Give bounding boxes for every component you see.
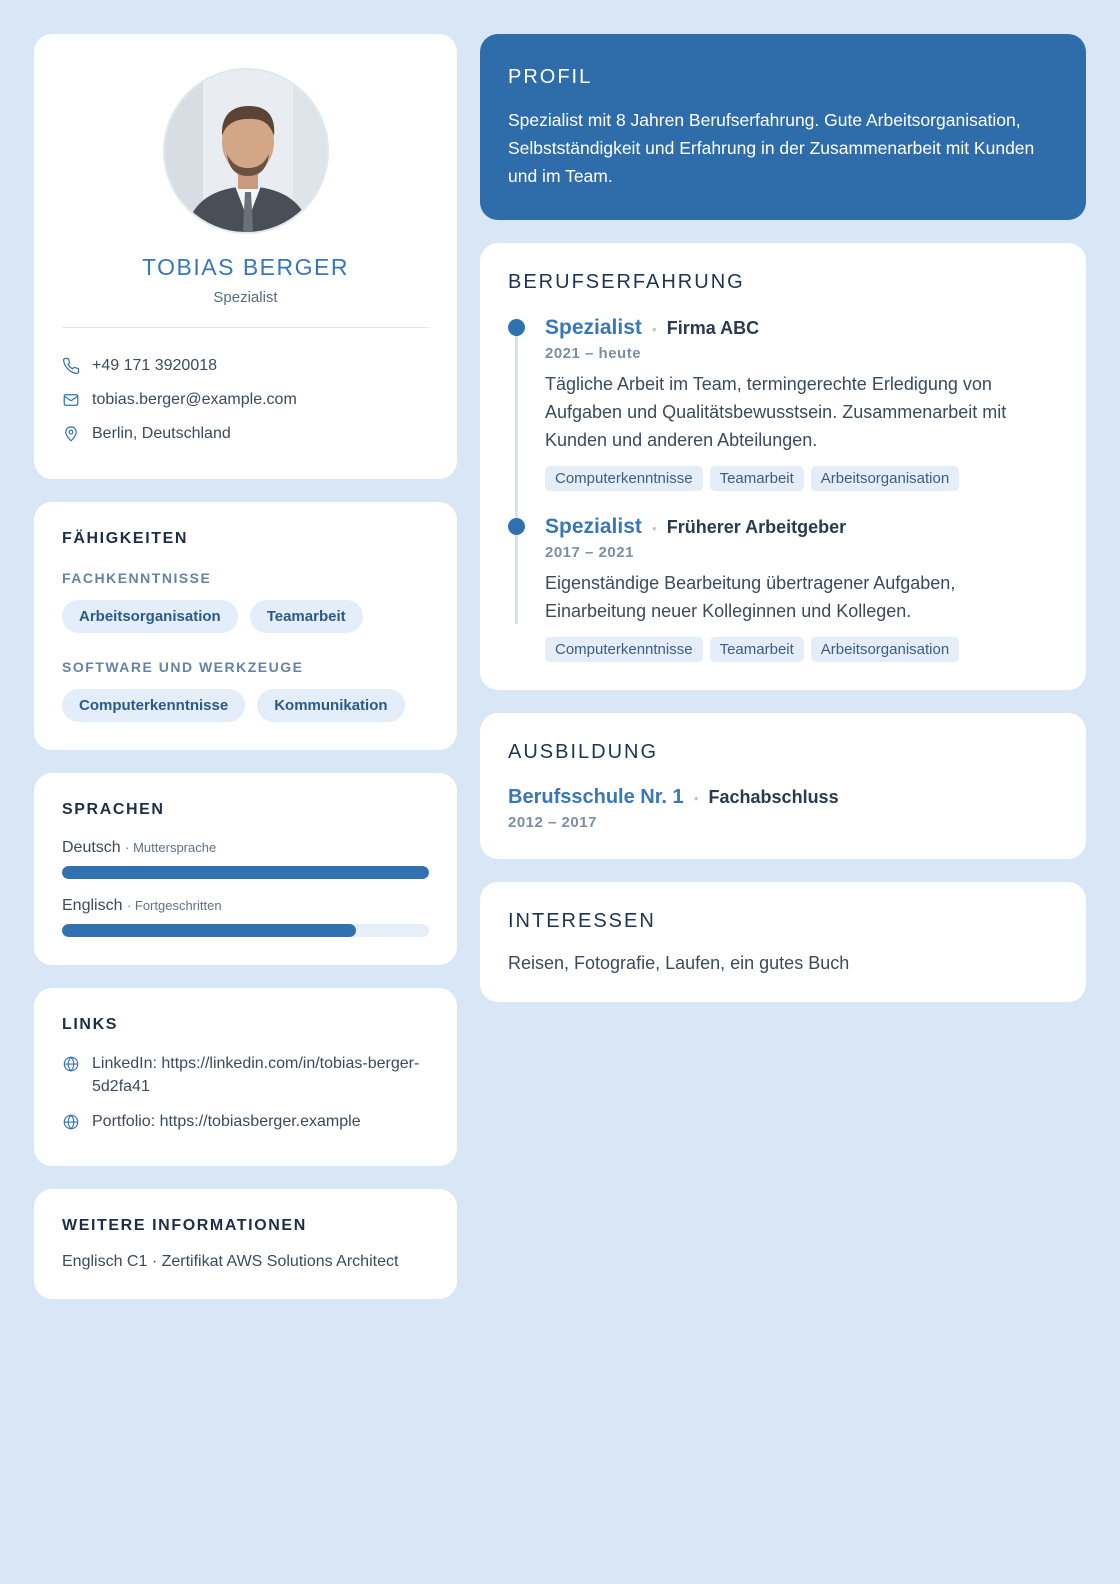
- separator-dot: •: [651, 520, 657, 536]
- language-item: [62, 839, 429, 879]
- separator-dot: •: [693, 790, 699, 806]
- job-tag: Teamarbeit: [710, 466, 804, 491]
- timeline-dot: [508, 319, 525, 336]
- language-bar: [62, 866, 429, 879]
- skills-group-title: SOFTWARE UND WERKZEUGE: [62, 659, 304, 675]
- language-bar-fill: [62, 924, 356, 937]
- education-school: Berufsschule Nr. 1: [508, 786, 684, 808]
- job-header: [545, 515, 1058, 539]
- divider: [62, 327, 429, 328]
- skills-group-pills: [62, 689, 429, 722]
- job-entry: [545, 515, 1058, 662]
- job-header: [545, 316, 1058, 340]
- skill-pill: Arbeitsorganisation: [62, 600, 238, 633]
- link-linkedin[interactable]: [62, 1052, 429, 1098]
- map-pin-icon: [62, 425, 92, 443]
- experience-card: [480, 243, 1086, 690]
- email-text: tobias.berger@example.com: [92, 391, 297, 408]
- profile-card: [480, 34, 1086, 220]
- profile-title: PROFIL: [508, 66, 593, 88]
- left-column: [34, 34, 457, 1322]
- contact-list: [62, 349, 429, 451]
- job-tags: [545, 637, 1058, 662]
- language-name: Englisch: [62, 897, 123, 914]
- link-text[interactable]: LinkedIn: https://linkedin.com/in/tobias-berger-5d2fa41: [92, 1055, 420, 1095]
- link-text[interactable]: Portfolio: https://tobiasberger.example: [92, 1113, 361, 1130]
- interests-text: Reisen, Fotografie, Laufen, ein gutes Buch: [508, 953, 850, 973]
- job-tag: Computerkenntnisse: [545, 637, 703, 662]
- languages-card: [34, 773, 457, 965]
- additional-info-card: [34, 1189, 457, 1299]
- language-bar-fill: [62, 866, 429, 879]
- globe-icon: [62, 1052, 92, 1080]
- language-level: · Muttersprache: [125, 840, 217, 855]
- job-description: Eigenständige Bearbeitung übertragener Aufgaben, Einarbeitung neuer Kolleginnen und Kollegen.: [545, 573, 956, 621]
- skills-group-pills: [62, 600, 429, 633]
- job-company: Firma ABC: [666, 318, 760, 338]
- languages-title: SPRACHEN: [62, 801, 165, 818]
- education-card: [480, 713, 1086, 859]
- mail-icon: [62, 391, 92, 409]
- link-portfolio[interactable]: [62, 1110, 429, 1138]
- skills-title: FÄHIGKEITEN: [62, 530, 189, 547]
- experience-title: BERUFSERFAHRUNG: [508, 271, 745, 293]
- language-bar: [62, 924, 429, 937]
- person-role: Spezialist: [213, 289, 278, 306]
- person-name: TOBIAS BERGER: [142, 254, 349, 280]
- skills-group-title: FACHKENNTNISSE: [62, 570, 212, 586]
- job-dates: 2017 – 2021: [545, 544, 634, 561]
- job-tag: Teamarbeit: [710, 637, 804, 662]
- job-tags: [545, 466, 1058, 491]
- job-title: Spezialist: [545, 515, 642, 538]
- additional-info-text: Englisch C1 · Zertifikat AWS Solutions Architect: [62, 1253, 399, 1270]
- education-title: AUSBILDUNG: [508, 741, 659, 763]
- job-entry: [545, 316, 1058, 491]
- avatar: [163, 68, 329, 234]
- contact-email: [62, 383, 429, 417]
- contact-phone: [62, 349, 429, 383]
- education-dates: 2012 – 2017: [508, 814, 597, 831]
- profile-text: Spezialist mit 8 Jahren Berufserfahrung. Gute Arbeitsorganisation, Selbstständigkeit und Erfahrung in der Zusammenarbeit mit Kunden und im Team.: [508, 110, 1035, 186]
- job-tag: Arbeitsorganisation: [811, 637, 959, 662]
- job-title: Spezialist: [545, 316, 642, 339]
- globe-icon: [62, 1110, 92, 1138]
- skill-pill: Computerkenntnisse: [62, 689, 245, 722]
- education-header: [508, 786, 1058, 809]
- interests-title: INTERESSEN: [508, 910, 656, 932]
- job-dates: 2021 – heute: [545, 345, 642, 362]
- job-tag: Computerkenntnisse: [545, 466, 703, 491]
- links-title: LINKS: [62, 1016, 118, 1033]
- timeline-dot: [508, 518, 525, 535]
- interests-card: [480, 882, 1086, 1002]
- job-tag: Arbeitsorganisation: [811, 466, 959, 491]
- location-text: Berlin, Deutschland: [92, 425, 231, 442]
- language-item: [62, 897, 429, 937]
- separator-dot: •: [651, 321, 657, 337]
- language-name: Deutsch: [62, 839, 121, 856]
- job-description: Tägliche Arbeit im Team, termingerechte Erledigung von Aufgaben und Qualitätsbewusstsein. Zusammenarbeit mit Kunden und anderen Abteilungen.: [545, 374, 1007, 450]
- skill-pill: Teamarbeit: [250, 600, 363, 633]
- job-company: Früherer Arbeitgeber: [666, 517, 847, 537]
- header-card: [34, 34, 457, 479]
- skills-card: [34, 502, 457, 750]
- experience-timeline: [508, 316, 1058, 662]
- education-degree: Fachabschluss: [708, 787, 839, 807]
- phone-icon: [62, 357, 92, 375]
- phone-text: +49 171 3920018: [92, 357, 218, 374]
- language-level: · Fortgeschritten: [126, 898, 222, 913]
- links-card: [34, 988, 457, 1166]
- additional-info-title: WEITERE INFORMATIONEN: [62, 1217, 307, 1234]
- avatar-photo: [165, 70, 329, 234]
- right-column: [480, 34, 1086, 1025]
- timeline-line: [515, 328, 518, 624]
- skill-pill: Kommunikation: [257, 689, 404, 722]
- contact-location: [62, 417, 429, 451]
